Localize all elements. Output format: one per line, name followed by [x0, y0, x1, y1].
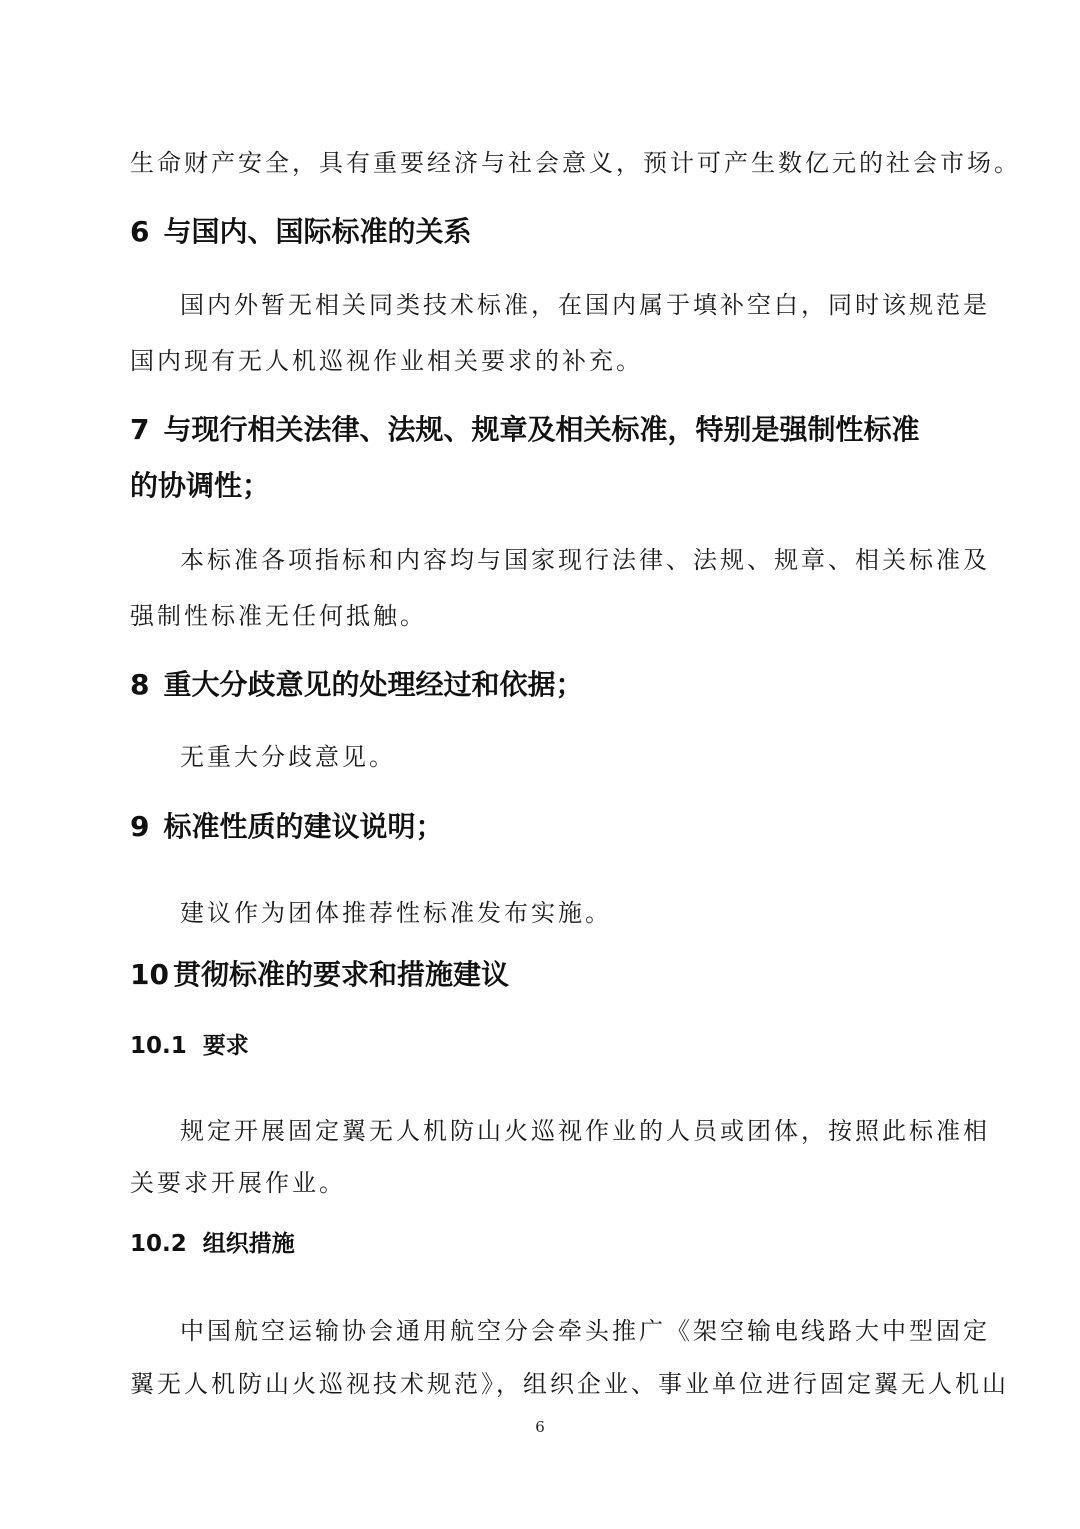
subsection-heading-10-1	[130, 1027, 249, 1060]
section-heading-10	[130, 953, 509, 993]
page-number: 6	[535, 1418, 545, 1436]
paragraph-line: 关要求开展作业。	[130, 1169, 346, 1197]
section-heading-7-continuation	[130, 464, 270, 504]
section-number: 6	[130, 215, 150, 248]
section-number: 9	[130, 810, 150, 843]
section-number: 8	[130, 668, 150, 701]
subsection-number: 10.1	[130, 1033, 187, 1059]
paragraph-line: 规定开展固定翼无人机防山火巡视作业的人员或团体，按照此标准相	[180, 1117, 990, 1145]
subsection-number: 10.2	[130, 1231, 187, 1257]
section-title: 重大分歧意见的处理经过和依据；	[163, 668, 584, 701]
subsection-heading-10-2	[130, 1225, 295, 1258]
paragraph-line: 建议作为团体推荐性标准发布实施。	[180, 899, 612, 927]
section-heading-9	[130, 805, 444, 845]
section-heading-7	[130, 408, 920, 448]
section-number: 10	[130, 958, 169, 991]
paragraph-line: 生命财产安全，具有重要经济与社会意义，预计可产生数亿元的社会市场。	[130, 149, 1021, 177]
paragraph-line: 国内外暂无相关同类技术标准，在国内属于填补空白，同时该规范是	[180, 291, 990, 319]
subsection-title: 组织措施	[202, 1231, 295, 1257]
paragraph-line: 本标准各项指标和内容均与国家现行法律、法规、规章、相关标准及	[180, 546, 990, 574]
section-title: 与现行相关法律、法规、规章及相关标准，特别是强制性标准	[163, 413, 920, 446]
section-title: 的协调性；	[130, 469, 271, 502]
paragraph-line: 国内现有无人机巡视作业相关要求的补充。	[130, 347, 643, 375]
paragraph-line: 强制性标准无任何抵触。	[130, 602, 427, 630]
paragraph-line: 中国航空运输协会通用航空分会牵头推广《架空输电线路大中型固定	[180, 1317, 990, 1345]
section-title: 贯彻标准的要求和措施建议	[172, 958, 509, 991]
section-heading-8	[130, 663, 584, 703]
section-title: 标准性质的建议说明；	[163, 810, 444, 843]
section-heading-6	[130, 210, 472, 250]
paragraph-line: 无重大分歧意见。	[180, 743, 396, 771]
subsection-title: 要求	[202, 1033, 249, 1059]
section-number: 7	[130, 413, 150, 446]
paragraph-line: 翼无人机防山火巡视技术规范》，组织企业、事业单位进行固定翼无人机山	[130, 1370, 1009, 1398]
section-title: 与国内、国际标准的关系	[163, 215, 472, 248]
